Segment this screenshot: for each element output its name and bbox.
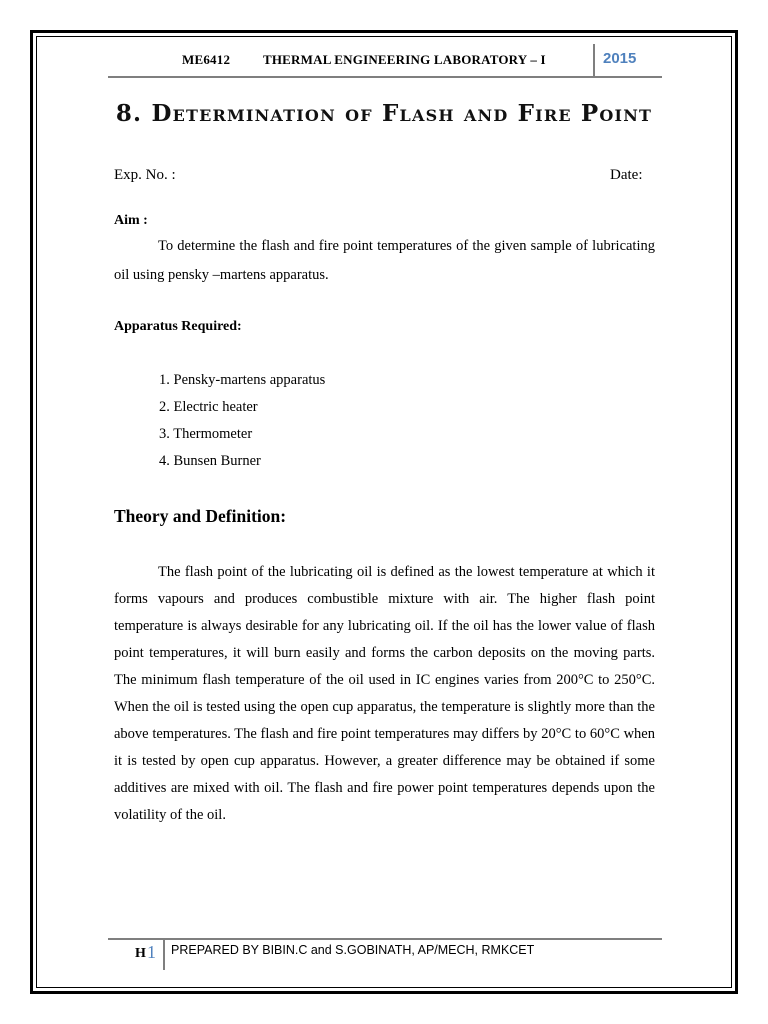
footer-credits: PREPARED BY BIBIN.C and S.GOBINATH, AP/MECH, RMKCET bbox=[171, 943, 535, 957]
course-title: THERMAL ENGINEERING LABORATORY – I bbox=[263, 52, 546, 67]
page-number: 1 bbox=[147, 942, 156, 962]
aim-text: To determine the flash and fire point temperatures of the given sample of lubricating oil using pensky –martens apparatus. bbox=[114, 238, 655, 283]
header-divider bbox=[593, 44, 595, 76]
theory-heading: Theory and Definition: bbox=[114, 506, 287, 526]
theory-text: The flash point of the lubricating oil is defined as the lowest temperature at which it forms vapours and produces combustible mixture with air. The higher flash point temperature is always desirable for any lubricating oil. If the oil has the lower value of flash point temperatures, it will burn easily and forms the carbon deposits on the moving parts. The minimum flash temperature of the oil used in IC engines varies from 200°C to 250°C. When the oil is tested using the open cup apparatus, the temperature is slightly more than the above temperatures. The flash and fire point temperatures may differs by 20°C to 60°C when it is tested by open cup apparatus. However, a greater difference may be obtained if some additives are mixed with oil. The flash and fire power point temperatures depends upon the volatility of the oil. bbox=[114, 564, 655, 823]
exp-no-label: Exp. No. : bbox=[114, 167, 176, 183]
list-item: 1. Pensky-martens apparatus bbox=[159, 372, 326, 388]
list-item: 4. Bunsen Burner bbox=[159, 453, 261, 469]
aim-heading: Aim : bbox=[114, 213, 148, 228]
course-code: ME6412 bbox=[182, 52, 231, 67]
document-title: 8. Determination of Flash and Fire Point bbox=[115, 100, 653, 127]
page-header bbox=[108, 44, 662, 78]
aim-paragraph bbox=[114, 232, 655, 290]
apparatus-heading: Apparatus Required: bbox=[114, 319, 242, 334]
list-item: 3. Thermometer bbox=[159, 426, 253, 442]
footer-prefix: H bbox=[135, 946, 146, 961]
theory-paragraph bbox=[114, 559, 655, 829]
apparatus-list bbox=[159, 372, 325, 480]
list-item: 2. Electric heater bbox=[159, 399, 258, 415]
footer-rule bbox=[108, 938, 662, 940]
date-label: Date: bbox=[610, 167, 643, 183]
header-year: 2015 bbox=[603, 50, 637, 67]
footer-divider bbox=[163, 940, 165, 970]
